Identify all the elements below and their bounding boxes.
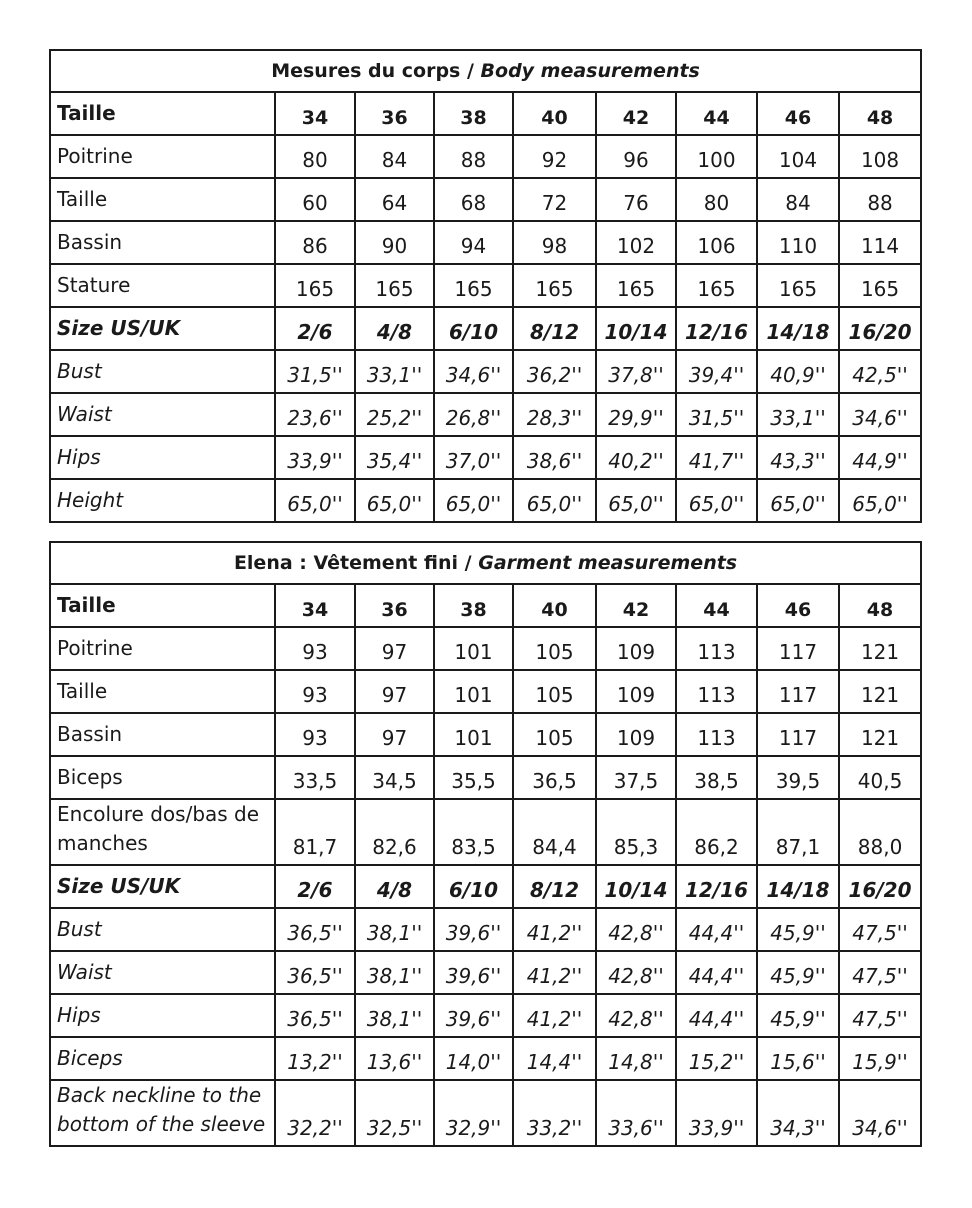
table-row <box>50 307 921 350</box>
table-cell: 42,8'' <box>596 994 676 1037</box>
table-cell: 14/18 <box>757 307 839 350</box>
table-cell: 165 <box>839 264 921 307</box>
table-cell: 42 <box>596 584 676 627</box>
table-cell: 33,1'' <box>355 350 434 393</box>
table-cell: 35,5 <box>434 756 513 799</box>
table-cell: 23,6'' <box>275 393 355 436</box>
table-cell: 165 <box>757 264 839 307</box>
table-cell: 34 <box>275 92 355 135</box>
table-cell: 39,6'' <box>434 951 513 994</box>
table-cell: 38,1'' <box>355 994 434 1037</box>
table-cell: 6/10 <box>434 865 513 908</box>
row-label: Back neckline to the bottom of the sleeve <box>50 1080 275 1146</box>
table-row <box>50 670 921 713</box>
table-cell: 29,9'' <box>596 393 676 436</box>
table-cell: 110 <box>757 221 839 264</box>
table-cell: 165 <box>513 264 596 307</box>
table-cell: 165 <box>676 264 757 307</box>
table-cell: 4/8 <box>355 865 434 908</box>
table-row <box>50 584 921 627</box>
table-row <box>50 350 921 393</box>
table-cell: 101 <box>434 627 513 670</box>
table-cell: 14/18 <box>757 865 839 908</box>
row-label: Hips <box>50 436 275 479</box>
table-cell: 26,8'' <box>434 393 513 436</box>
table-row <box>50 951 921 994</box>
table-row <box>50 627 921 670</box>
table-cell: 41,2'' <box>513 994 596 1037</box>
table-cell: 94 <box>434 221 513 264</box>
table-row <box>50 221 921 264</box>
table-cell: 92 <box>513 135 596 178</box>
table-cell: 34,3'' <box>757 1080 839 1146</box>
table-cell: 106 <box>676 221 757 264</box>
body-measurements-table <box>49 49 922 523</box>
table-cell: 15,9'' <box>839 1037 921 1080</box>
table-cell: 31,5'' <box>275 350 355 393</box>
table-cell: 37,5 <box>596 756 676 799</box>
table-cell: 108 <box>839 135 921 178</box>
table-cell: 44,4'' <box>676 994 757 1037</box>
row-label: Bassin <box>50 713 275 756</box>
table-cell: 34,6'' <box>839 1080 921 1146</box>
table-cell: 82,6 <box>355 799 434 865</box>
table-row <box>50 713 921 756</box>
table-row <box>50 436 921 479</box>
row-label: Taille <box>50 178 275 221</box>
table-cell: 8/12 <box>513 307 596 350</box>
table-cell: 40,9'' <box>757 350 839 393</box>
table-cell: 33,5 <box>275 756 355 799</box>
table-cell: 40,2'' <box>596 436 676 479</box>
table-row <box>50 1080 921 1146</box>
table-cell: 104 <box>757 135 839 178</box>
table-row <box>50 135 921 178</box>
table-cell: 72 <box>513 178 596 221</box>
row-label: Biceps <box>50 756 275 799</box>
table-cell: 114 <box>839 221 921 264</box>
row-label: Hips <box>50 994 275 1037</box>
table-cell: 113 <box>676 713 757 756</box>
table-cell: 44,9'' <box>839 436 921 479</box>
table-cell: 33,1'' <box>757 393 839 436</box>
table-cell: 35,4'' <box>355 436 434 479</box>
row-label: Stature <box>50 264 275 307</box>
table-cell: 38,5 <box>676 756 757 799</box>
table-cell: 36,5'' <box>275 951 355 994</box>
table-cell: 65,0'' <box>275 479 355 522</box>
table-cell: 88 <box>434 135 513 178</box>
table-cell: 44 <box>676 584 757 627</box>
table-cell: 2/6 <box>275 865 355 908</box>
table-cell: 38 <box>434 584 513 627</box>
table-cell: 31,5'' <box>676 393 757 436</box>
table-cell: 25,2'' <box>355 393 434 436</box>
table-cell: 4/8 <box>355 307 434 350</box>
table-cell: 41,2'' <box>513 908 596 951</box>
table-title: Elena : Vêtement fini / Garment measurements <box>50 542 921 584</box>
row-label: Waist <box>50 393 275 436</box>
table-cell: 65,0'' <box>839 479 921 522</box>
table-cell: 8/12 <box>513 865 596 908</box>
row-label: Bust <box>50 350 275 393</box>
table-cell: 113 <box>676 627 757 670</box>
table-cell: 109 <box>596 627 676 670</box>
table-cell: 48 <box>839 92 921 135</box>
table-cell: 97 <box>355 713 434 756</box>
table-cell: 33,9'' <box>676 1080 757 1146</box>
table-cell: 37,0'' <box>434 436 513 479</box>
table-row <box>50 178 921 221</box>
table-cell: 2/6 <box>275 307 355 350</box>
table-cell: 90 <box>355 221 434 264</box>
table-row <box>50 799 921 865</box>
table-cell: 38 <box>434 92 513 135</box>
table-cell: 121 <box>839 670 921 713</box>
table-cell: 42,8'' <box>596 951 676 994</box>
table-row <box>50 865 921 908</box>
table-cell: 45,9'' <box>757 908 839 951</box>
table-cell: 14,0'' <box>434 1037 513 1080</box>
table-cell: 165 <box>355 264 434 307</box>
table-cell: 165 <box>275 264 355 307</box>
table-cell: 36 <box>355 584 434 627</box>
table-row <box>50 264 921 307</box>
table-cell: 85,3 <box>596 799 676 865</box>
table-cell: 68 <box>434 178 513 221</box>
row-label: Size US/UK <box>50 307 275 350</box>
table-row <box>50 1037 921 1080</box>
table-cell: 113 <box>676 670 757 713</box>
table-cell: 165 <box>434 264 513 307</box>
table-row <box>50 393 921 436</box>
table-cell: 36,5'' <box>275 908 355 951</box>
table-cell: 105 <box>513 713 596 756</box>
table-cell: 65,0'' <box>596 479 676 522</box>
table-cell: 6/10 <box>434 307 513 350</box>
table-cell: 42,5'' <box>839 350 921 393</box>
table-cell: 65,0'' <box>757 479 839 522</box>
table-cell: 14,4'' <box>513 1037 596 1080</box>
table-cell: 84 <box>757 178 839 221</box>
table-cell: 40,5 <box>839 756 921 799</box>
row-label: Bassin <box>50 221 275 264</box>
table-cell: 12/16 <box>676 865 757 908</box>
table-row <box>50 479 921 522</box>
table-cell: 100 <box>676 135 757 178</box>
table-cell: 16/20 <box>839 865 921 908</box>
table-cell: 34 <box>275 584 355 627</box>
table-cell: 117 <box>757 713 839 756</box>
table-cell: 98 <box>513 221 596 264</box>
table-cell: 47,5'' <box>839 994 921 1037</box>
row-label: Poitrine <box>50 627 275 670</box>
table-cell: 93 <box>275 713 355 756</box>
table-cell: 34,6'' <box>434 350 513 393</box>
table-row <box>50 908 921 951</box>
table-cell: 45,9'' <box>757 951 839 994</box>
table-cell: 60 <box>275 178 355 221</box>
table-cell: 48 <box>839 584 921 627</box>
table-cell: 88 <box>839 178 921 221</box>
row-label: Encolure dos/bas de manches <box>50 799 275 865</box>
table-cell: 13,6'' <box>355 1037 434 1080</box>
table-cell: 32,9'' <box>434 1080 513 1146</box>
table-cell: 109 <box>596 670 676 713</box>
table-cell: 39,4'' <box>676 350 757 393</box>
table-cell: 37,8'' <box>596 350 676 393</box>
row-label: Bust <box>50 908 275 951</box>
table-cell: 65,0'' <box>513 479 596 522</box>
table-cell: 44,4'' <box>676 951 757 994</box>
table-cell: 84 <box>355 135 434 178</box>
row-label: Height <box>50 479 275 522</box>
table-cell: 41,7'' <box>676 436 757 479</box>
table-cell: 16/20 <box>839 307 921 350</box>
table-title: Mesures du corps / Body measurements <box>50 50 921 92</box>
table-cell: 121 <box>839 627 921 670</box>
table-cell: 101 <box>434 713 513 756</box>
table-cell: 33,2'' <box>513 1080 596 1146</box>
table-cell: 87,1 <box>757 799 839 865</box>
table-cell: 34,6'' <box>839 393 921 436</box>
table-cell: 165 <box>596 264 676 307</box>
table-cell: 36,5 <box>513 756 596 799</box>
table-cell: 10/14 <box>596 865 676 908</box>
table-cell: 76 <box>596 178 676 221</box>
table-cell: 117 <box>757 670 839 713</box>
table-row <box>50 994 921 1037</box>
table-cell: 41,2'' <box>513 951 596 994</box>
table-cell: 36 <box>355 92 434 135</box>
table-cell: 109 <box>596 713 676 756</box>
table-cell: 38,1'' <box>355 908 434 951</box>
table-cell: 101 <box>434 670 513 713</box>
table-cell: 28,3'' <box>513 393 596 436</box>
table-cell: 12/16 <box>676 307 757 350</box>
table-cell: 15,2'' <box>676 1037 757 1080</box>
row-label: Poitrine <box>50 135 275 178</box>
table-cell: 32,2'' <box>275 1080 355 1146</box>
row-label: Taille <box>50 670 275 713</box>
row-label: Waist <box>50 951 275 994</box>
table-cell: 83,5 <box>434 799 513 865</box>
table-cell: 64 <box>355 178 434 221</box>
table-cell: 121 <box>839 713 921 756</box>
table-cell: 105 <box>513 627 596 670</box>
table-cell: 86,2 <box>676 799 757 865</box>
table-cell: 97 <box>355 627 434 670</box>
table-cell: 93 <box>275 627 355 670</box>
table-cell: 65,0'' <box>676 479 757 522</box>
table-cell: 105 <box>513 670 596 713</box>
row-label: Biceps <box>50 1037 275 1080</box>
table-cell: 44,4'' <box>676 908 757 951</box>
table-cell: 46 <box>757 584 839 627</box>
table-cell: 33,9'' <box>275 436 355 479</box>
table-cell: 40 <box>513 584 596 627</box>
table-cell: 47,5'' <box>839 951 921 994</box>
table-cell: 40 <box>513 92 596 135</box>
table-cell: 46 <box>757 92 839 135</box>
table-cell: 93 <box>275 670 355 713</box>
table-cell: 96 <box>596 135 676 178</box>
table-cell: 84,4 <box>513 799 596 865</box>
table-cell: 88,0 <box>839 799 921 865</box>
table-cell: 80 <box>676 178 757 221</box>
table-cell: 32,5'' <box>355 1080 434 1146</box>
table-cell: 36,2'' <box>513 350 596 393</box>
table-cell: 13,2'' <box>275 1037 355 1080</box>
table-cell: 65,0'' <box>434 479 513 522</box>
table-cell: 117 <box>757 627 839 670</box>
table-row <box>50 92 921 135</box>
table-cell: 80 <box>275 135 355 178</box>
table-cell: 44 <box>676 92 757 135</box>
table-cell: 86 <box>275 221 355 264</box>
table-cell: 38,6'' <box>513 436 596 479</box>
table-cell: 102 <box>596 221 676 264</box>
table-cell: 47,5'' <box>839 908 921 951</box>
table-cell: 42,8'' <box>596 908 676 951</box>
table-cell: 34,5 <box>355 756 434 799</box>
table-cell: 15,6'' <box>757 1037 839 1080</box>
table-row <box>50 756 921 799</box>
table-cell: 45,9'' <box>757 994 839 1037</box>
table-cell: 39,6'' <box>434 994 513 1037</box>
table-cell: 33,6'' <box>596 1080 676 1146</box>
table-cell: 36,5'' <box>275 994 355 1037</box>
table-cell: 43,3'' <box>757 436 839 479</box>
row-label: Taille <box>50 584 275 627</box>
row-label: Taille <box>50 92 275 135</box>
table-cell: 38,1'' <box>355 951 434 994</box>
table-cell: 81,7 <box>275 799 355 865</box>
table-cell: 65,0'' <box>355 479 434 522</box>
table-cell: 14,8'' <box>596 1037 676 1080</box>
table-cell: 39,5 <box>757 756 839 799</box>
table-cell: 10/14 <box>596 307 676 350</box>
table-cell: 39,6'' <box>434 908 513 951</box>
row-label: Size US/UK <box>50 865 275 908</box>
table-cell: 42 <box>596 92 676 135</box>
garment-measurements-table <box>49 541 922 1147</box>
table-cell: 97 <box>355 670 434 713</box>
